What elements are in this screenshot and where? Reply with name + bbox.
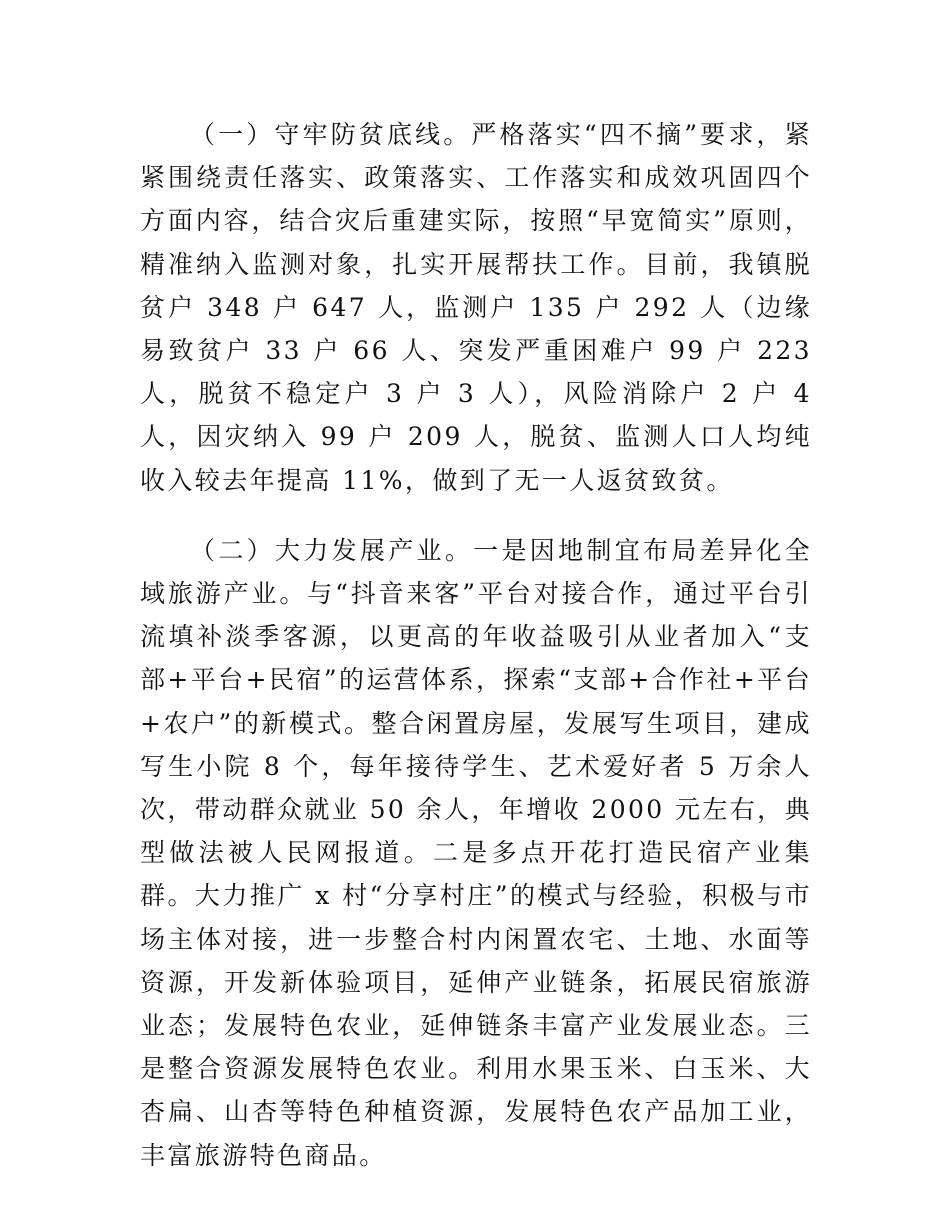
document-body bbox=[140, 113, 812, 1177]
paragraph-industry-development: （二）大力发展产业。一是因地制宜布局差异化全域旅游产业。与“抖音来客”平台对接合作，通过平台引流填补淡季客源，以更高的年收益吸引从业者加入“支部+平台+民宿”的运营体系，探索“支部+合作社+平台+农户”的新模式。整合闲置房屋，发展写生项目，建成写生小院 8 个，每年接待学生、艺术爱好者 5 万余人次，带动群众就业 50 余人，年增收 2000 元左右，典型做法被人民网报道。二是多点开花打造民宿产业集群。大力推广 x 村“分享村庄”的模式与经验，积极与市场主体对接，进一步整合村内闲置农宅、土地、水面等资源，开发新体验项目，延伸产业链条，拓展民宿旅游业态；发展特色农业，延伸链条丰富产业发展业态。三是整合资源发展特色农业。利用水果玉米、白玉米、大杏扁、山杏等特色种植资源，发展特色农产品加工业，丰富旅游特色商品。 bbox=[140, 535, 812, 1170]
paragraph-poverty-prevention: （一）守牢防贫底线。严格落实“四不摘”要求，紧紧围绕责任落实、政策落实、工作落实和成效巩固四个方面内容，结合灾后重建实际，按照“早宽简实”原则，精准纳入监测对象，扎实开展帮扶工作。目前，我镇脱贫户 348 户 647 人，监测户 135 户 292 人（边缘易致贫户 33 户 66 人、突发严重困难户 99 户 223 人，脱贫不稳定户 3 户 3 人），风险消除户 2 户 4 人，因灾纳入 99 户 209 人，脱贫、监测人口人均纯收入较去年提高 11%，做到了无一人返贫致贫。 bbox=[140, 120, 812, 495]
